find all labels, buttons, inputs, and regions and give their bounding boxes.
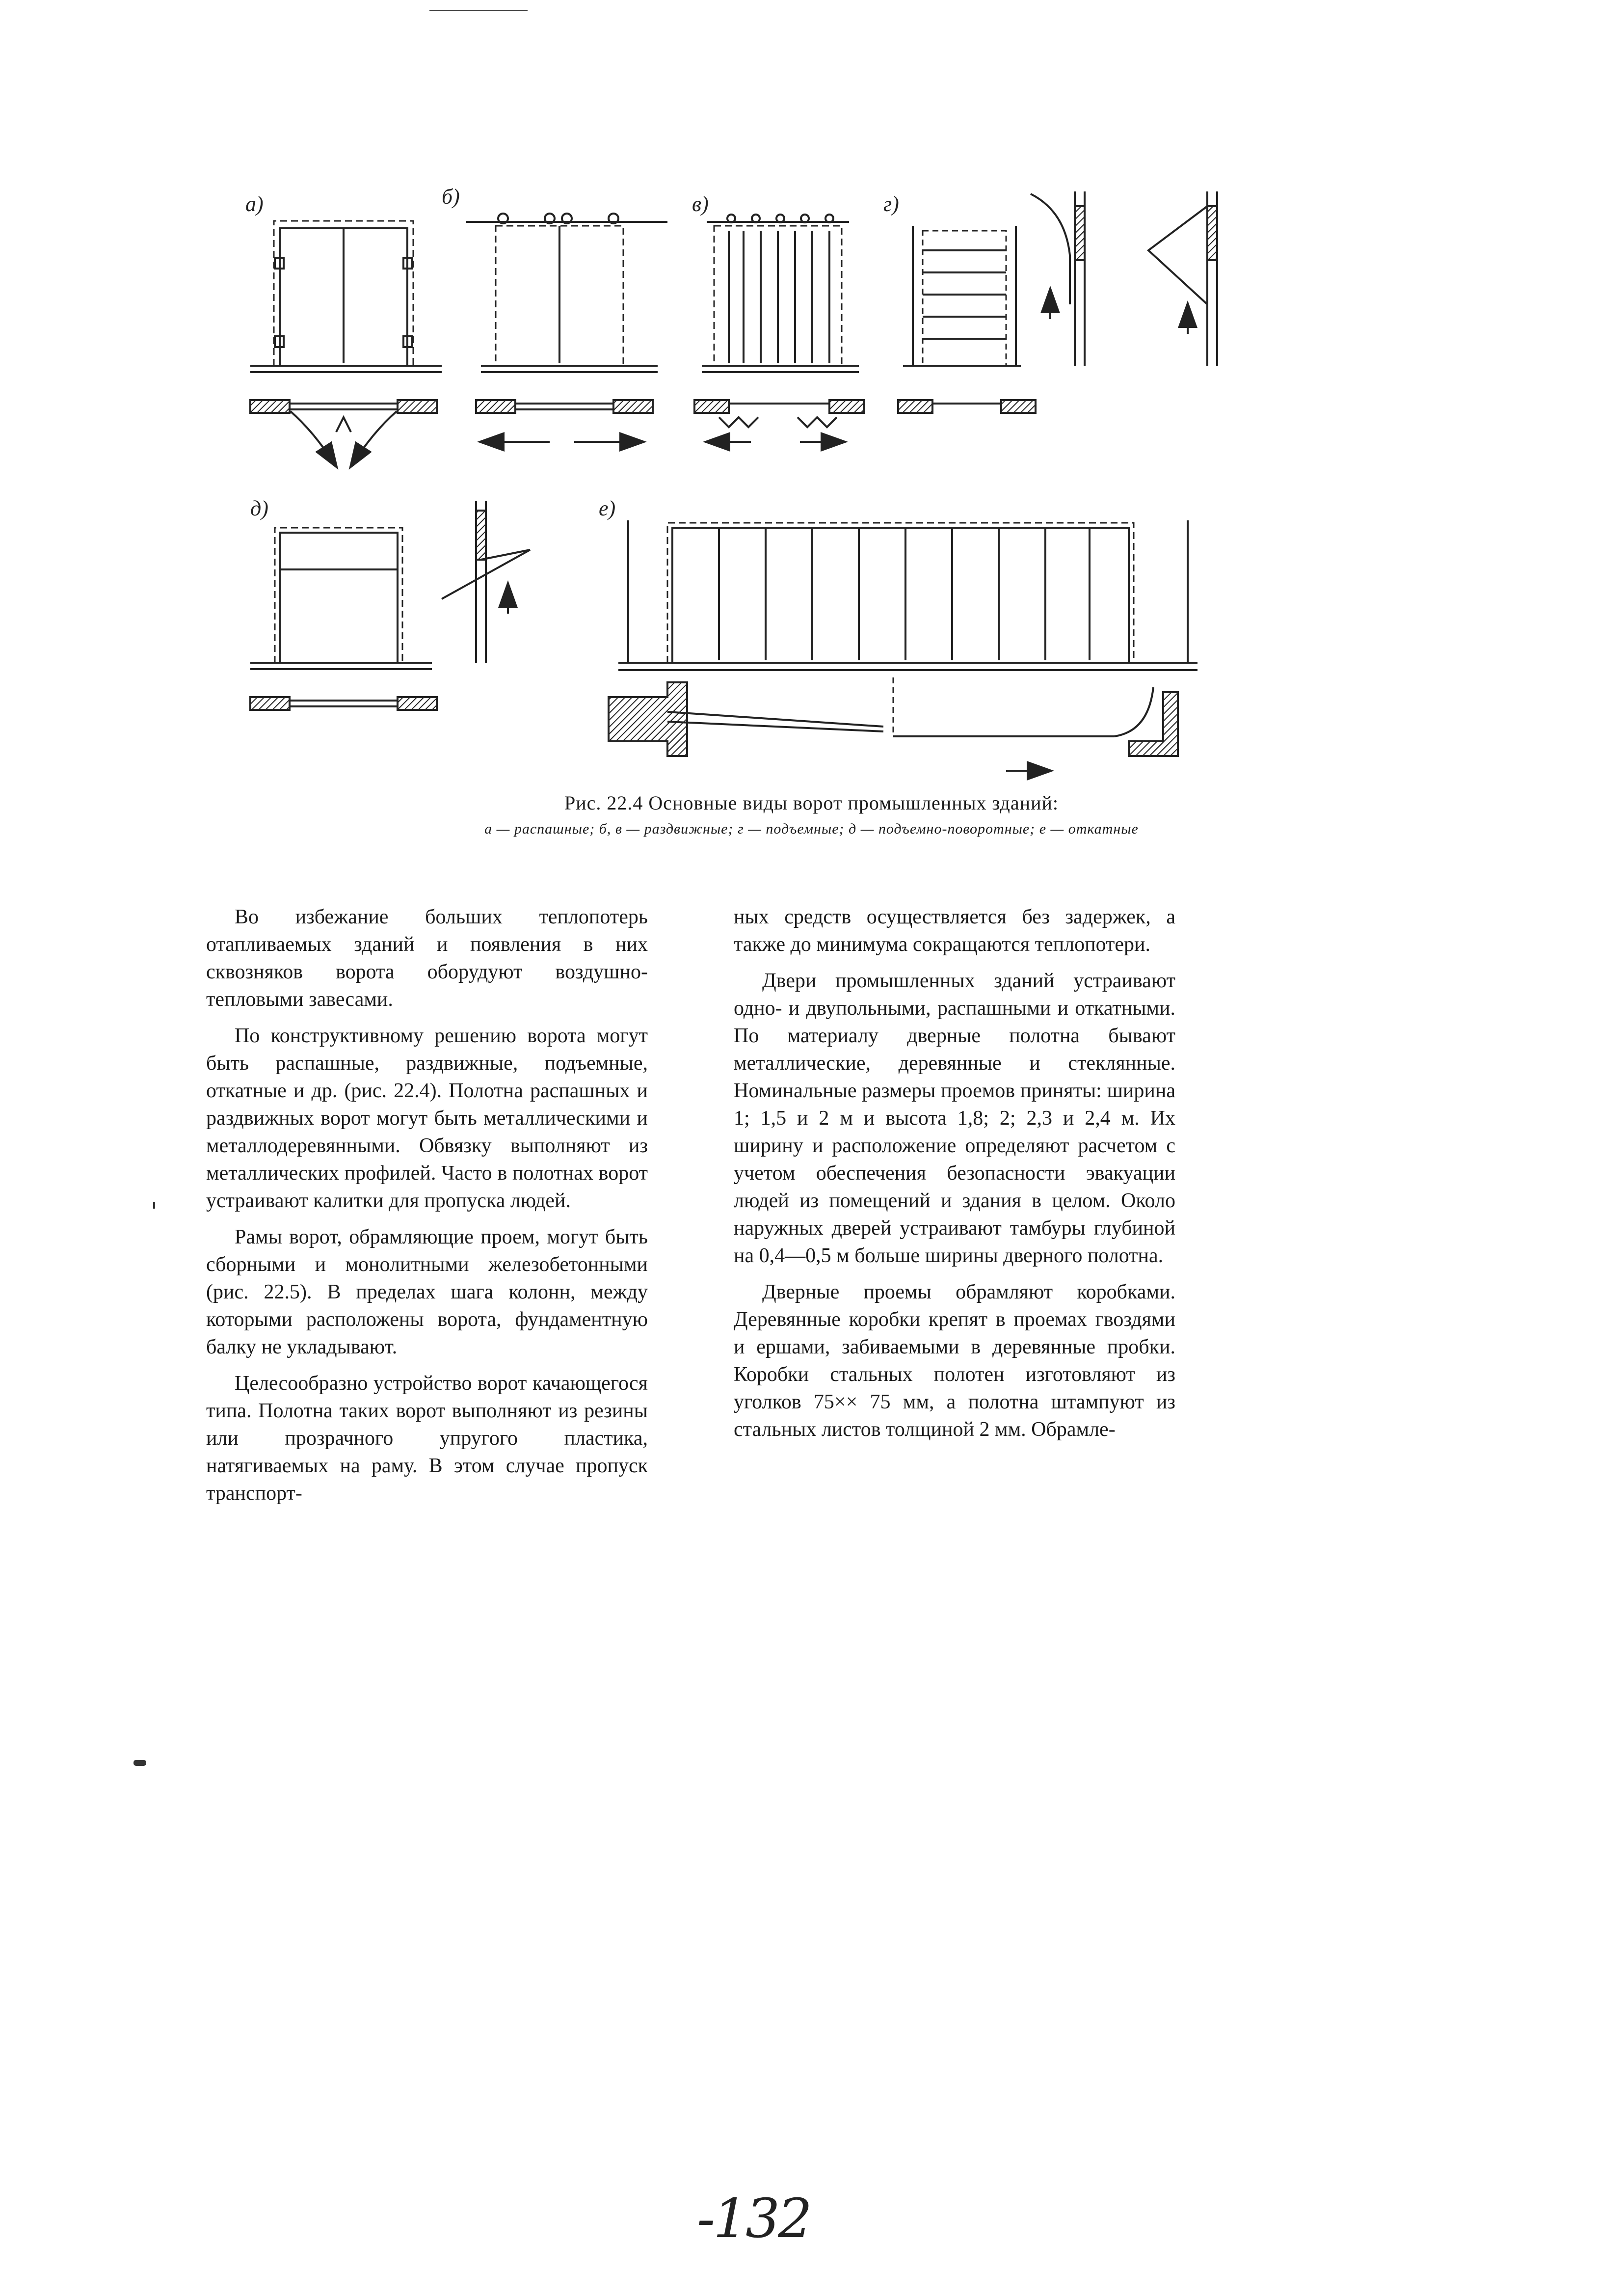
text-column-right [734, 903, 1175, 1452]
paragraph: По конструктивному решению ворота могут быть распашные, раздвижные, подъемные, откатные и др. (рис. 22.4). Полотна распашных и раздвижных ворот могут быть металлическими и металлодеревянными. Обвязку выполняют из металлических профилей. Часто в полотнах ворот устраивают калитки для пропуска людей. [206, 1025, 648, 1212]
panel-v-folding-gate [694, 215, 864, 442]
paragraph: ных средств осуществляется без задержек, а также до минимума сокращаются теплопотери. [734, 906, 1175, 956]
panel-d-lift-swing-gate [250, 501, 530, 710]
top-rule [429, 10, 528, 11]
paragraph: Целесообразно устройство ворот качающегося типа. Полотна таких ворот выполняют из резины или прозрачного упругого пластика, натягиваемых на раму. В этом случае пропуск транспорт- [206, 1372, 648, 1505]
gates-figure [236, 177, 1227, 781]
figure-caption-title: Рис. 22.4 Основные виды ворот промышленных зданий: [564, 792, 1059, 814]
page-number: -132 [697, 2187, 811, 2250]
panel-label-v: в) [692, 192, 709, 216]
panel-label-e: е) [599, 496, 616, 520]
margin-mark [153, 1202, 155, 1209]
paragraph: Во избежание больших теплопотерь отапливаемых зданий и появления в них сквозняков ворота оборудуют воздушно-тепловыми завесами. [206, 906, 648, 1011]
panel-label-b: б) [442, 185, 460, 209]
text-column-left [206, 903, 648, 1516]
panel-b-sliding-gate [466, 214, 667, 442]
scan-speck [133, 1760, 146, 1766]
paragraph: Дверные проемы обрамляют коробками. Деревянные коробки крепят в проемах гвоздями и ершами, забиваемыми в деревянные пробки. Коробки стальных полотен изготовляют из уголков 75×× 75 мм, а полотна штампуют из стальных листов толщиной 2 мм. Обрамле- [734, 1281, 1175, 1441]
panel-label-d: д) [250, 496, 268, 520]
panel-label-a: а) [245, 192, 264, 216]
panel-a-swing-gate [250, 221, 442, 466]
panel-g-lifting-gate [898, 191, 1217, 413]
panel-label-g: г) [883, 192, 899, 216]
paragraph: Рамы ворот, обрамляющие проем, могут быть сборными и монолитными железобетонными (рис. 22.5). В пределах шага колонн, между которыми расположены ворота, фундаментную балку не укладывают. [206, 1226, 648, 1358]
figure-caption-legend: а — распашные; б, в — раздвижные; г — подъемные; д — подъемно-поворотные; е — откатные [484, 821, 1139, 837]
paragraph: Двери промышленных зданий устраивают одно- и двупольными, распашными и откатными. По материалу дверные полотна бывают металлические, деревянные и стеклянные. Номинальные размеры проемов приняты: ширина 1; 1,5 и 2 м и высота 1,8; 2; 2,3 и 2,4 м. Их ширину и расположение определяют расчетом с учетом обеспечения безопасности эвакуации людей из помещений и здания в целом. Около наружных дверей устраивают тамбуры глубиной на 0,4—0,5 м больше ширины дверного полотна. [734, 970, 1175, 1267]
panel-e-rolling-gate [609, 520, 1197, 771]
